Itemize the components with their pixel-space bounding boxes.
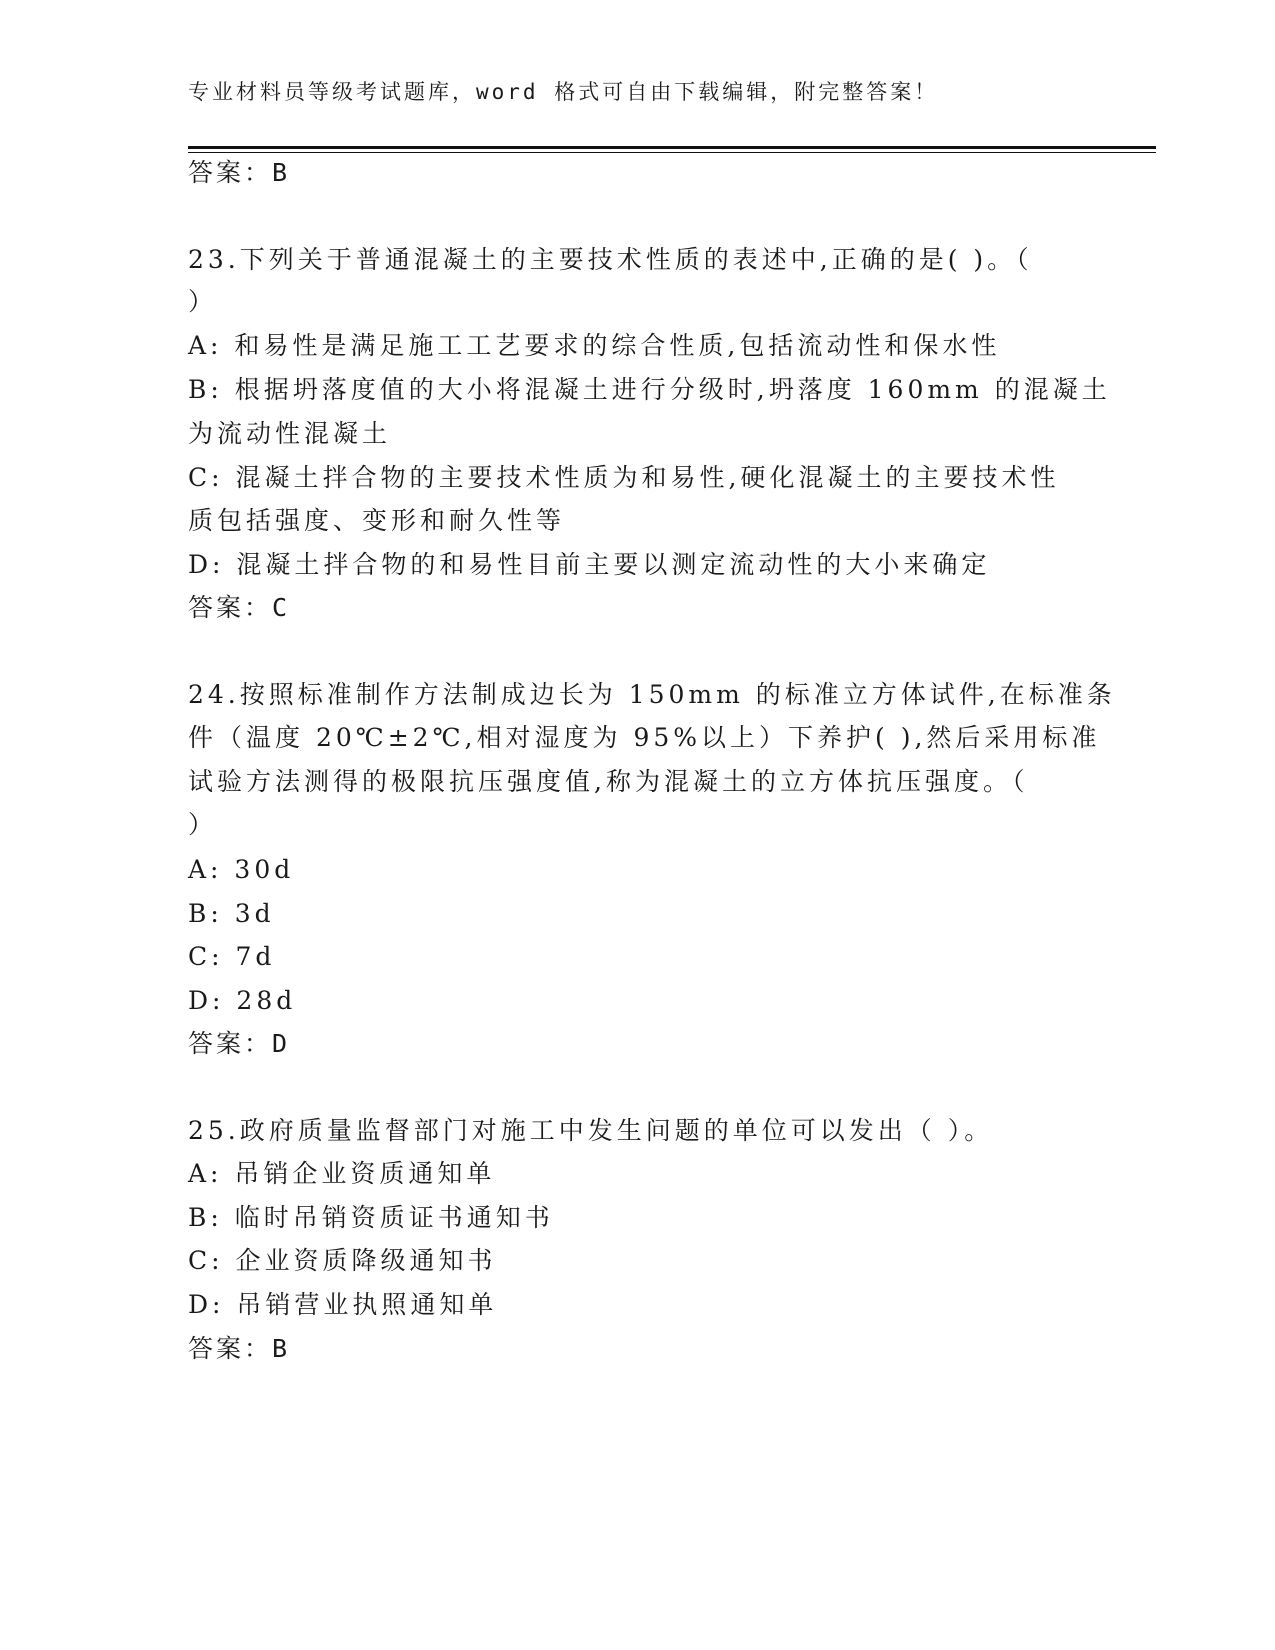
header-rule-thin <box>188 152 1156 153</box>
answer-value: B <box>272 1334 291 1363</box>
option-a: A: 30d <box>188 855 295 884</box>
option-d: D: 28d <box>188 986 297 1015</box>
option-d: D: 吊销营业执照通知单 <box>188 1290 498 1319</box>
answer-line <box>188 1336 290 1361</box>
question-text: 25.政府质量监督部门对施工中发生问题的单位可以发出（ ）。 <box>188 1116 994 1145</box>
answer-label: 答案： <box>188 1334 273 1363</box>
answer-value: B <box>272 158 291 187</box>
option-c-continued: 质包括强度、变形和耐久性等 <box>188 506 566 535</box>
header-rule <box>188 146 1156 149</box>
option-c: C: 混凝土拌合物的主要技术性质为和易性,硬化混凝土的主要技术性 <box>188 463 1060 492</box>
option-b: B: 根据坍落度值的大小将混凝土进行分级时,坍落度 160mm 的混凝土 <box>188 375 1111 404</box>
answer-value: D <box>272 1029 291 1058</box>
answer-label: 答案： <box>188 158 273 187</box>
answer-line <box>188 160 290 185</box>
question-text: 23.下列关于普通混凝土的主要技术性质的表述中,正确的是( )。（ <box>188 245 1033 274</box>
option-d: D: 混凝土拌合物的和易性目前主要以测定流动性的大小来确定 <box>188 550 991 579</box>
option-a: A: 和易性是满足施工工艺要求的综合性质,包括流动性和保水性 <box>188 331 1001 360</box>
answer-value: C <box>272 593 291 622</box>
option-b: B: 3d <box>188 899 275 928</box>
answer-line <box>188 1031 290 1056</box>
answer-line <box>188 595 290 620</box>
question-text: ） <box>188 287 218 316</box>
question-text: 24.按照标准制作方法制成边长为 150mm 的标准立方体试件,在标准条 <box>188 680 1116 709</box>
answer-label: 答案： <box>188 1029 273 1058</box>
question-text: 试验方法测得的极限抗压强度值,称为混凝土的立方体抗压强度。（ <box>188 767 1029 796</box>
question-text: 件（温度 20℃±2℃,相对湿度为 95%以上）下养护( ),然后采用标准 <box>188 723 1101 752</box>
option-b-continued: 为流动性混凝土 <box>188 419 392 448</box>
header-text: 专业材料员等级考试题库，word 格式可自由下载编辑，附完整答案！ <box>188 80 939 104</box>
question-text: ） <box>188 810 218 839</box>
option-c: C: 7d <box>188 942 276 971</box>
option-b: B: 临时吊销资质证书通知书 <box>188 1203 554 1232</box>
option-c: C: 企业资质降级通知书 <box>188 1246 497 1275</box>
option-a: A: 吊销企业资质通知单 <box>188 1159 496 1188</box>
answer-label: 答案： <box>188 593 273 622</box>
